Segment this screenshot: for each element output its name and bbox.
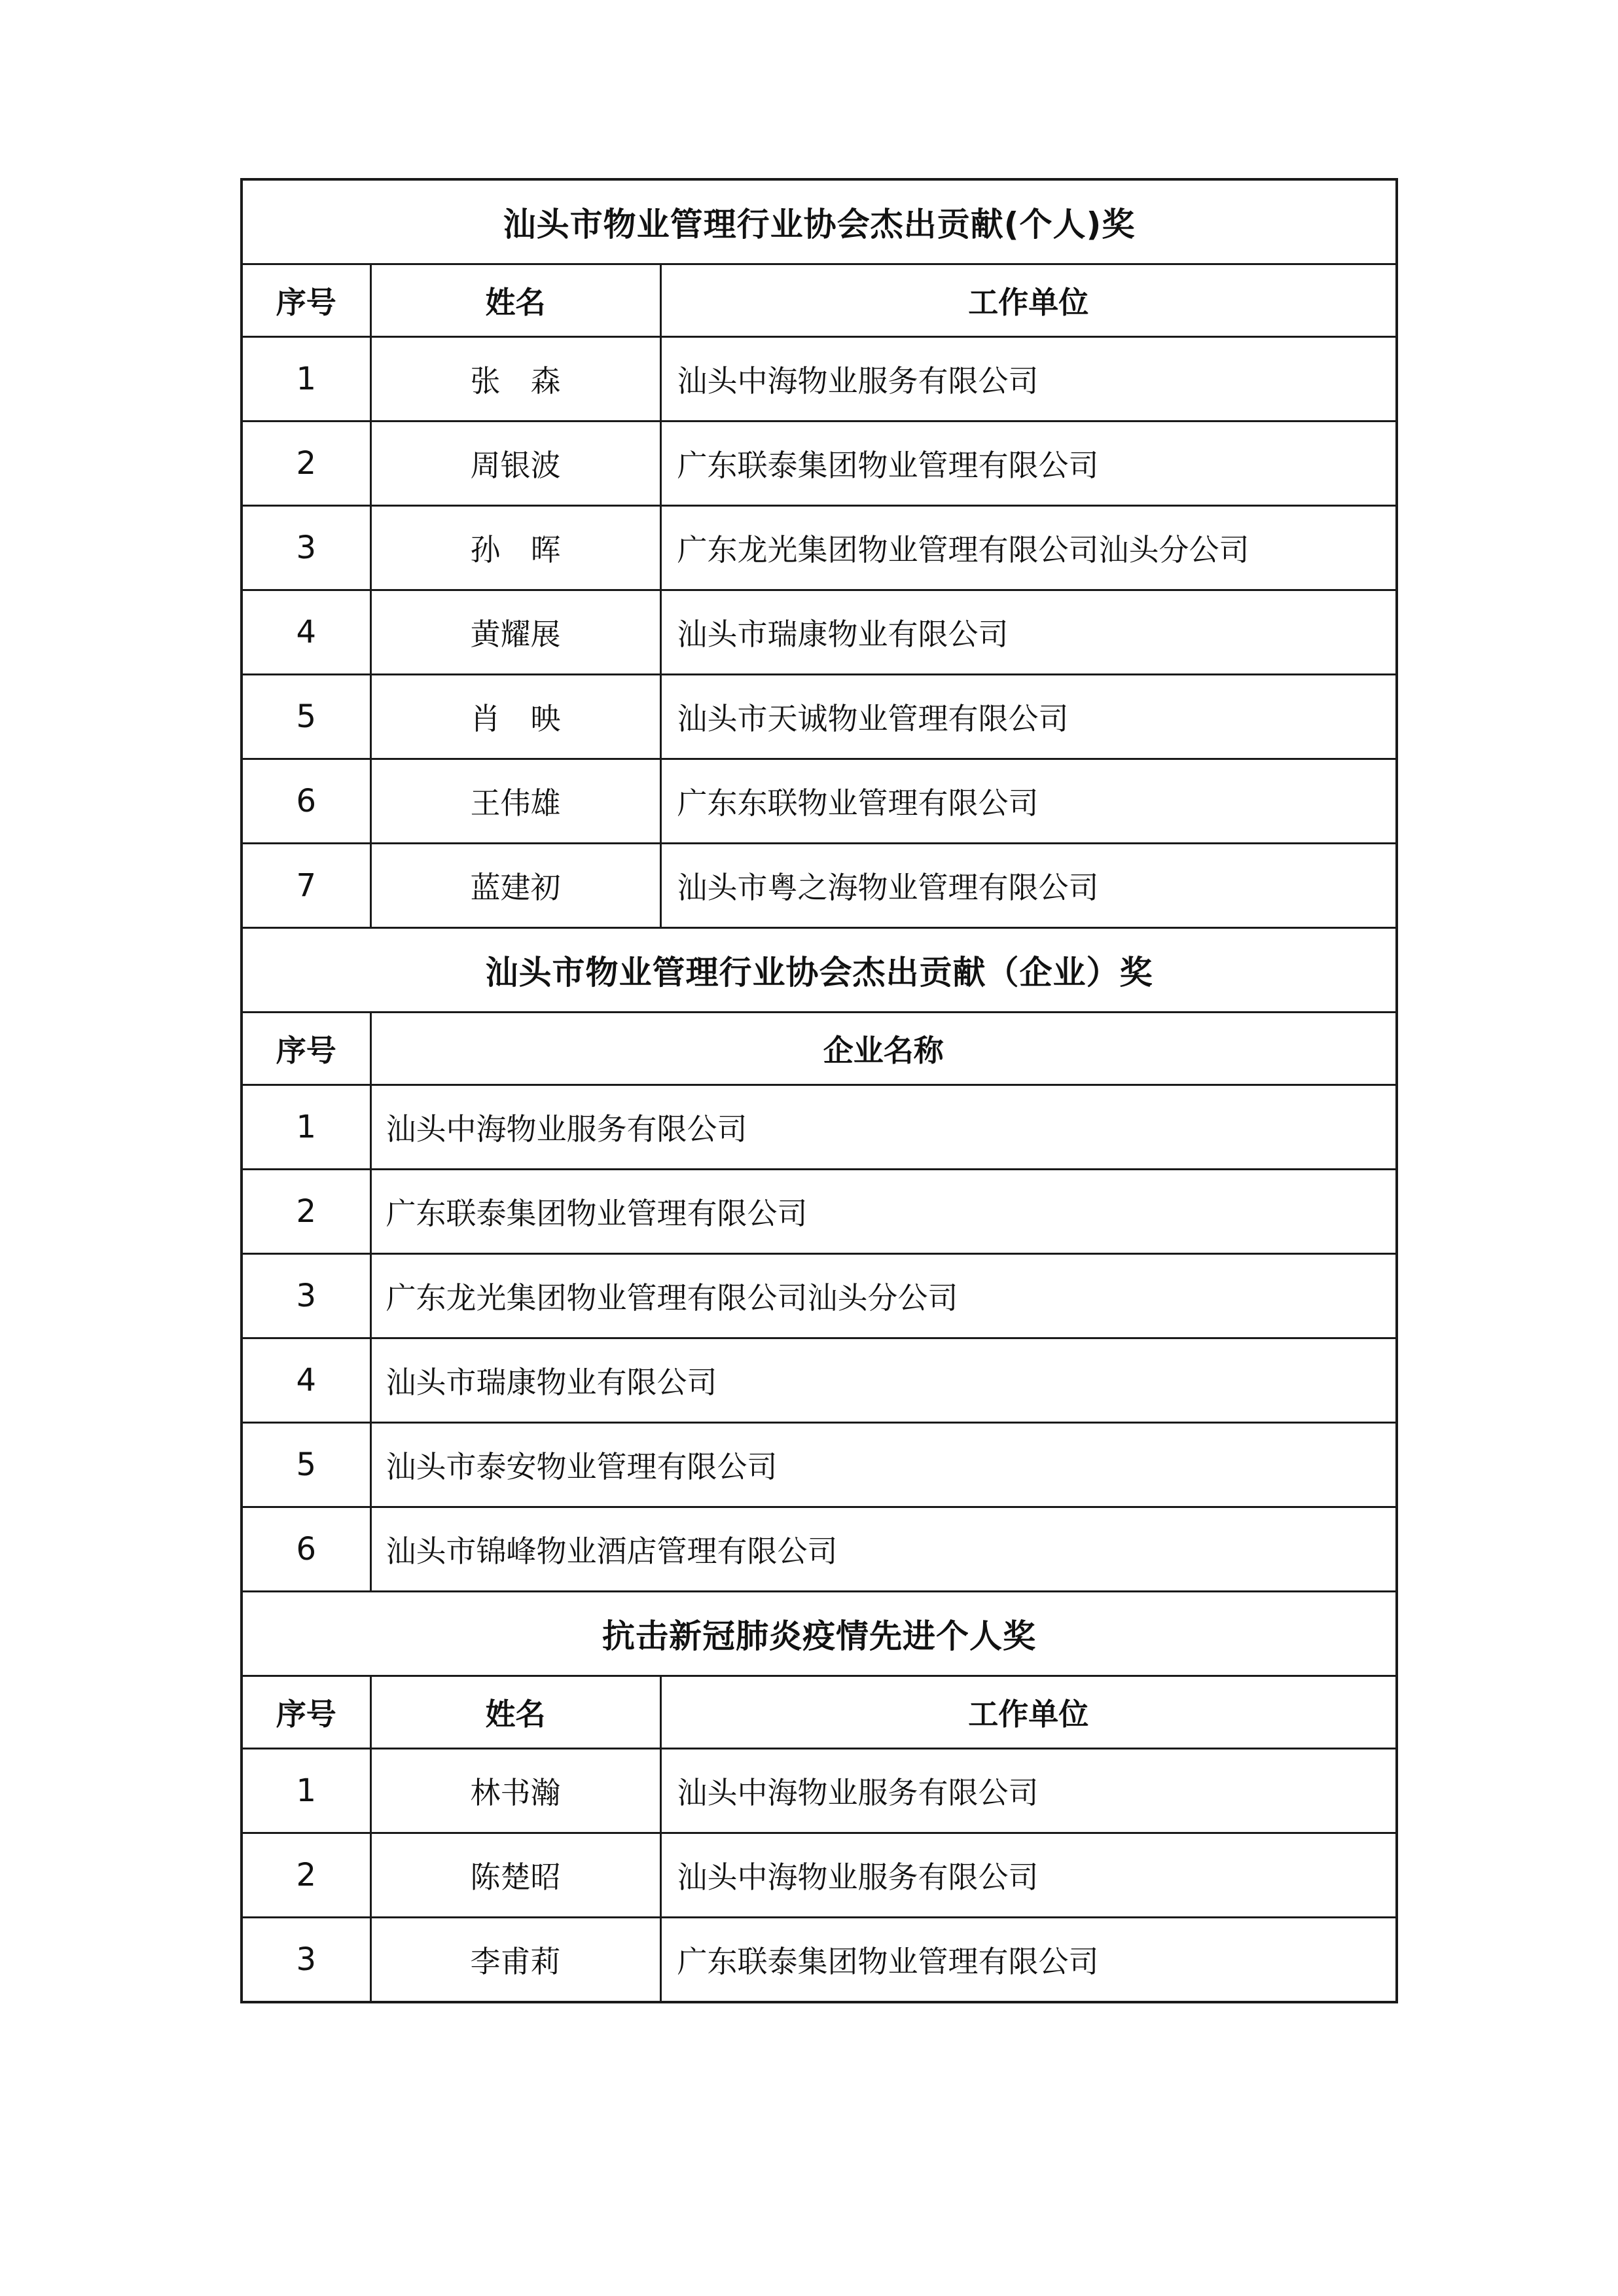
- table-header-row: [242, 1676, 1397, 1749]
- row-number: 1: [242, 1749, 370, 1833]
- row-number: 2: [242, 422, 370, 506]
- table-row: [242, 1338, 1397, 1423]
- row-number: 5: [242, 675, 370, 759]
- row-number: 6: [242, 759, 370, 844]
- row-number: 1: [242, 337, 370, 422]
- header-no: 序号: [242, 1676, 370, 1749]
- person-name: 李甫莉: [370, 1918, 660, 2003]
- table-row: [242, 1833, 1397, 1918]
- section-title: 汕头市物业管理行业协会杰出贡献（企业）奖: [242, 928, 1397, 1013]
- table-row: [242, 1254, 1397, 1338]
- work-unit: 汕头市瑞康物业有限公司: [660, 590, 1397, 675]
- person-name: 黄耀展: [370, 590, 660, 675]
- table-row: [242, 759, 1397, 844]
- table-row: [242, 675, 1397, 759]
- work-unit: 汕头市天诚物业管理有限公司: [660, 675, 1397, 759]
- row-number: 3: [242, 1918, 370, 2003]
- table-header-row: [242, 264, 1397, 337]
- table-row: [242, 1918, 1397, 2003]
- table-row: [242, 337, 1397, 422]
- header-unit: 工作单位: [660, 1676, 1397, 1749]
- company-name: 汕头市锦峰物业酒店管理有限公司: [370, 1507, 1397, 1592]
- table-row: [242, 844, 1397, 928]
- header-unit: 工作单位: [660, 264, 1397, 337]
- row-number: 2: [242, 1833, 370, 1918]
- header-name: 姓名: [370, 264, 660, 337]
- table-row: [242, 422, 1397, 506]
- company-name: 汕头市泰安物业管理有限公司: [370, 1423, 1397, 1507]
- row-number: 5: [242, 1423, 370, 1507]
- work-unit: 广东东联物业管理有限公司: [660, 759, 1397, 844]
- row-number: 3: [242, 506, 370, 590]
- awards-table-body: [242, 179, 1397, 2002]
- section-title-row: [242, 179, 1397, 264]
- awards-table: [240, 178, 1398, 2003]
- row-number: 4: [242, 590, 370, 675]
- table-row: [242, 1085, 1397, 1170]
- section-title: 汕头市物业管理行业协会杰出贡献(个人)奖: [242, 179, 1397, 264]
- person-name: 王伟雄: [370, 759, 660, 844]
- person-name: 周银波: [370, 422, 660, 506]
- row-number: 1: [242, 1085, 370, 1170]
- person-name: 林书瀚: [370, 1749, 660, 1833]
- table-header-row: [242, 1013, 1397, 1085]
- row-number: 4: [242, 1338, 370, 1423]
- table-row: [242, 590, 1397, 675]
- table-row: [242, 1749, 1397, 1833]
- header-no: 序号: [242, 264, 370, 337]
- table-row: [242, 1423, 1397, 1507]
- header-company: 企业名称: [370, 1013, 1397, 1085]
- work-unit: 广东联泰集团物业管理有限公司: [660, 1918, 1397, 2003]
- section-title: 抗击新冠肺炎疫情先进个人奖: [242, 1592, 1397, 1676]
- person-name: 孙 晖: [370, 506, 660, 590]
- row-number: 3: [242, 1254, 370, 1338]
- work-unit: 汕头中海物业服务有限公司: [660, 1749, 1397, 1833]
- work-unit: 汕头市粤之海物业管理有限公司: [660, 844, 1397, 928]
- header-no: 序号: [242, 1013, 370, 1085]
- row-number: 2: [242, 1170, 370, 1254]
- table-row: [242, 1170, 1397, 1254]
- company-name: 广东龙光集团物业管理有限公司汕头分公司: [370, 1254, 1397, 1338]
- section-title-row: [242, 1592, 1397, 1676]
- work-unit: 广东联泰集团物业管理有限公司: [660, 422, 1397, 506]
- table-row: [242, 1507, 1397, 1592]
- work-unit: 汕头中海物业服务有限公司: [660, 1833, 1397, 1918]
- person-name: 肖 映: [370, 675, 660, 759]
- work-unit: 汕头中海物业服务有限公司: [660, 337, 1397, 422]
- work-unit: 广东龙光集团物业管理有限公司汕头分公司: [660, 506, 1397, 590]
- company-name: 广东联泰集团物业管理有限公司: [370, 1170, 1397, 1254]
- table-row: [242, 506, 1397, 590]
- row-number: 7: [242, 844, 370, 928]
- section-title-row: [242, 928, 1397, 1013]
- person-name: 蓝建初: [370, 844, 660, 928]
- company-name: 汕头中海物业服务有限公司: [370, 1085, 1397, 1170]
- person-name: 陈楚昭: [370, 1833, 660, 1918]
- company-name: 汕头市瑞康物业有限公司: [370, 1338, 1397, 1423]
- person-name: 张 森: [370, 337, 660, 422]
- header-name: 姓名: [370, 1676, 660, 1749]
- row-number: 6: [242, 1507, 370, 1592]
